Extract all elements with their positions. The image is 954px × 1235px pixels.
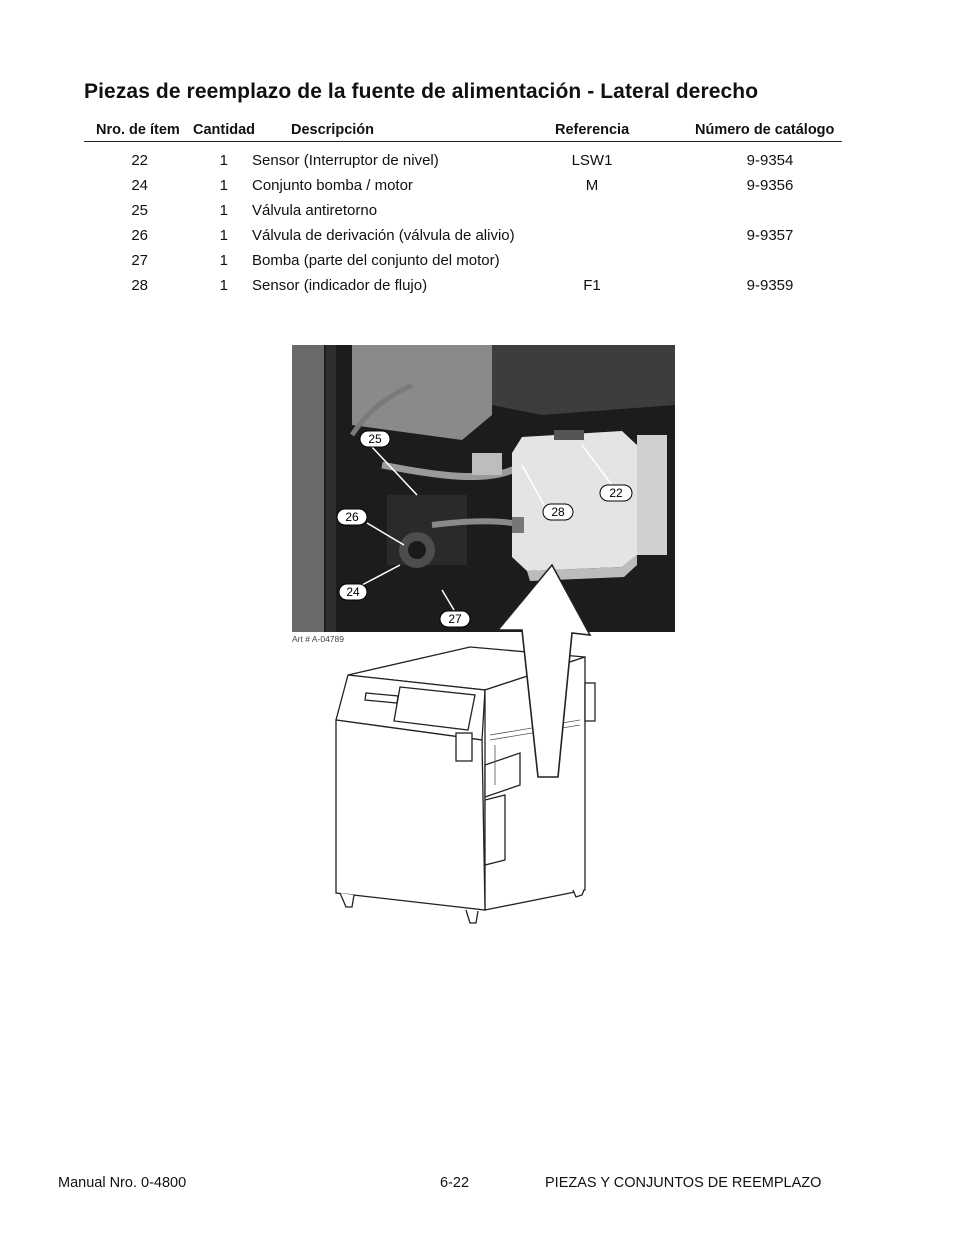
cell-desc: Válvula antiretorno (252, 202, 378, 219)
table-row (0, 152, 954, 177)
cabinet-drawing (290, 345, 680, 935)
cell-qty: 1 (219, 227, 228, 244)
header-reference: Referencia (555, 122, 630, 138)
header-catalog-number: Número de catálogo (695, 122, 835, 138)
cell-catalog: 9-9359 (746, 277, 794, 294)
cell-desc: Sensor (Interruptor de nivel) (252, 152, 439, 169)
footer-page-number: 6-22 (440, 1175, 470, 1191)
cell-item: 24 (131, 177, 148, 194)
cell-item: 27 (131, 252, 148, 269)
callout-28: 28 (551, 505, 565, 519)
cell-desc: Sensor (indicador de flujo) (252, 277, 428, 294)
cell-item: 25 (131, 202, 148, 219)
parts-figure (290, 345, 680, 935)
cell-qty: 1 (219, 252, 228, 269)
footer-section-title: PIEZAS Y CONJUNTOS DE REEMPLAZO (545, 1175, 822, 1191)
header-divider (84, 141, 842, 142)
table-row (0, 177, 954, 202)
cell-ref: F1 (583, 277, 601, 294)
cell-desc: Conjunto bomba / motor (252, 177, 413, 194)
cell-item: 22 (131, 152, 148, 169)
table-row (0, 277, 954, 302)
table-row (0, 202, 954, 227)
callout-22: 22 (609, 486, 623, 500)
callout-27: 27 (448, 612, 462, 626)
header-item-number: Nro. de ítem (96, 122, 180, 138)
cell-qty: 1 (219, 152, 228, 169)
footer-manual-number: Manual Nro. 0-4800 (58, 1175, 187, 1191)
art-number: Art # A-04789 (292, 634, 344, 644)
cell-desc: Válvula de derivación (válvula de alivio) (252, 227, 515, 244)
header-quantity: Cantidad (193, 122, 256, 138)
cell-item: 26 (131, 227, 148, 244)
cell-qty: 1 (219, 177, 228, 194)
cell-qty: 1 (219, 202, 228, 219)
page-title: Piezas de reemplazo de la fuente de alimentación - Lateral derecho (84, 80, 759, 103)
cell-catalog: 9-9354 (746, 152, 794, 169)
header-description: Descripción (291, 122, 374, 138)
table-row (0, 227, 954, 252)
cell-qty: 1 (219, 277, 228, 294)
cell-item: 28 (131, 277, 148, 294)
callout-25: 25 (368, 432, 382, 446)
parts-table (0, 152, 954, 302)
cell-ref: M (585, 177, 599, 194)
cell-desc: Bomba (parte del conjunto del motor) (252, 252, 500, 269)
table-row (0, 252, 954, 277)
cell-ref: LSW1 (571, 152, 613, 169)
cell-catalog: 9-9357 (746, 227, 794, 244)
callout-24: 24 (346, 585, 360, 599)
callout-26: 26 (345, 510, 359, 524)
cell-catalog: 9-9356 (746, 177, 794, 194)
